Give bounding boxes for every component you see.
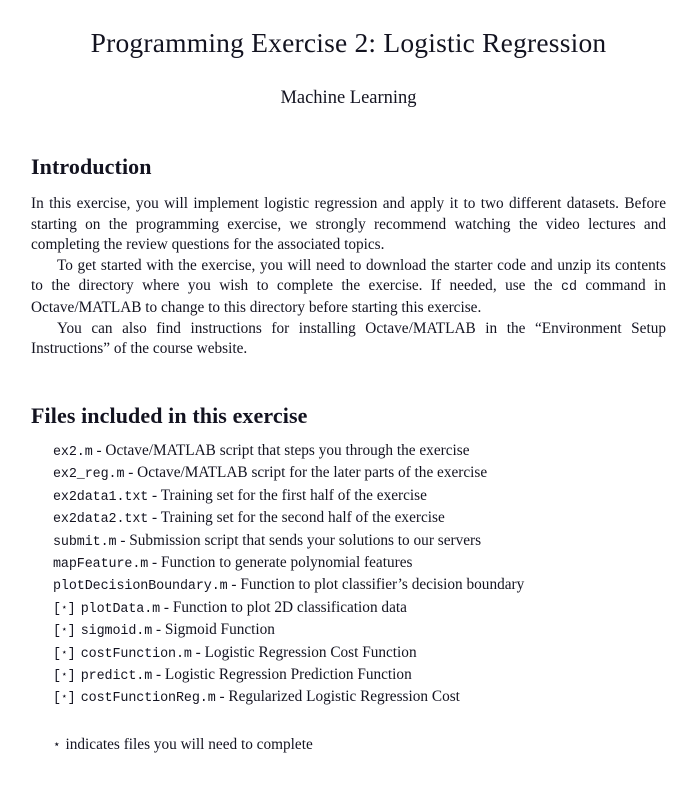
star-marker: [⋆] bbox=[53, 601, 76, 617]
file-list-item bbox=[53, 508, 666, 530]
file-name: plotData.m bbox=[80, 601, 161, 617]
cd-command-code: cd bbox=[561, 279, 577, 295]
intro-paragraph-3: You can also find instructions for installing Octave/MATLAB in the “Environment Setup Instructions” of the course website. bbox=[31, 319, 666, 358]
file-name: mapFeature.m bbox=[53, 556, 149, 572]
star-marker: [⋆] bbox=[53, 646, 76, 662]
star-icon: ⋆ bbox=[61, 692, 68, 705]
file-description: - Logistic Regression Prediction Function bbox=[152, 665, 412, 683]
star-marker: [⋆] bbox=[53, 668, 76, 684]
file-list-item bbox=[53, 463, 666, 485]
section-heading-introduction: Introduction bbox=[31, 153, 152, 179]
file-name: submit.m bbox=[53, 534, 117, 550]
document-subtitle: Machine Learning bbox=[280, 87, 417, 108]
file-list-item bbox=[53, 643, 666, 665]
document-title: Programming Exercise 2: Logistic Regression bbox=[90, 27, 607, 58]
star-icon: ⋆ bbox=[53, 736, 61, 751]
file-name: plotDecisionBoundary.m bbox=[53, 579, 228, 595]
section-heading-files: Files included in this exercise bbox=[31, 402, 308, 428]
file-description: - Octave/MATLAB script that steps you through the exercise bbox=[92, 441, 470, 459]
file-description: - Octave/MATLAB script for the later parts of the exercise bbox=[124, 464, 488, 482]
file-name: ex2_reg.m bbox=[53, 467, 125, 483]
document-body bbox=[0, 109, 697, 755]
file-description: - Submission script that sends your solutions to our servers bbox=[116, 531, 482, 549]
intro-paragraph-2 bbox=[31, 256, 666, 319]
star-icon: ⋆ bbox=[61, 669, 68, 682]
star-icon: ⋆ bbox=[61, 602, 68, 615]
file-description: - Training set for the second half of the exercise bbox=[148, 509, 445, 527]
file-description: - Function to generate polynomial features bbox=[148, 553, 413, 571]
file-description: - Logistic Regression Cost Function bbox=[191, 643, 417, 661]
file-list-item bbox=[53, 575, 666, 597]
file-name: costFunctionReg.m bbox=[80, 691, 216, 707]
intro-paragraph-2-text-a: To get started with the exercise, you will need to download the starter code and unzip its contents to the directory where you wish to complete the exercise. If needed, use the bbox=[31, 256, 666, 294]
file-list-item bbox=[53, 553, 666, 575]
file-list-item bbox=[53, 665, 666, 687]
file-name: predict.m bbox=[80, 668, 153, 684]
files-footnote bbox=[31, 710, 666, 755]
file-list-item bbox=[53, 531, 666, 553]
file-list-item bbox=[53, 620, 666, 642]
file-list-item bbox=[53, 441, 666, 463]
file-name: ex2data2.txt bbox=[53, 512, 149, 528]
star-icon: ⋆ bbox=[61, 647, 68, 660]
file-description: - Function to plot classifier’s decision boundary bbox=[227, 576, 525, 594]
file-description: - Sigmoid Function bbox=[152, 621, 275, 639]
files-list bbox=[31, 429, 666, 710]
file-name: costFunction.m bbox=[80, 646, 192, 662]
star-marker: [⋆] bbox=[53, 691, 76, 707]
files-footnote-text: indicates files you will need to complete bbox=[65, 735, 313, 753]
intro-paragraph-2-text-b: command in Octave/MATLAB to change to this directory before starting this exercise. bbox=[31, 276, 666, 317]
file-list-item bbox=[53, 486, 666, 508]
file-description: - Function to plot 2D classification data bbox=[160, 598, 407, 616]
file-name: ex2.m bbox=[53, 444, 93, 460]
file-name: ex2data1.txt bbox=[53, 489, 149, 505]
file-description: - Regularized Logistic Regression Cost bbox=[215, 688, 460, 706]
file-name: sigmoid.m bbox=[80, 624, 153, 640]
file-description: - Training set for the first half of the exercise bbox=[148, 486, 427, 504]
file-list-item bbox=[53, 598, 666, 620]
file-list-item bbox=[53, 687, 666, 709]
star-marker: [⋆] bbox=[53, 624, 76, 640]
star-icon: ⋆ bbox=[61, 625, 68, 638]
intro-paragraph-1: In this exercise, you will implement logistic regression and apply it to two different datasets. Before starting on the programming exercise, we strongly recommend watching the video lectures and completing the review questions for the associated topics. bbox=[31, 195, 666, 254]
